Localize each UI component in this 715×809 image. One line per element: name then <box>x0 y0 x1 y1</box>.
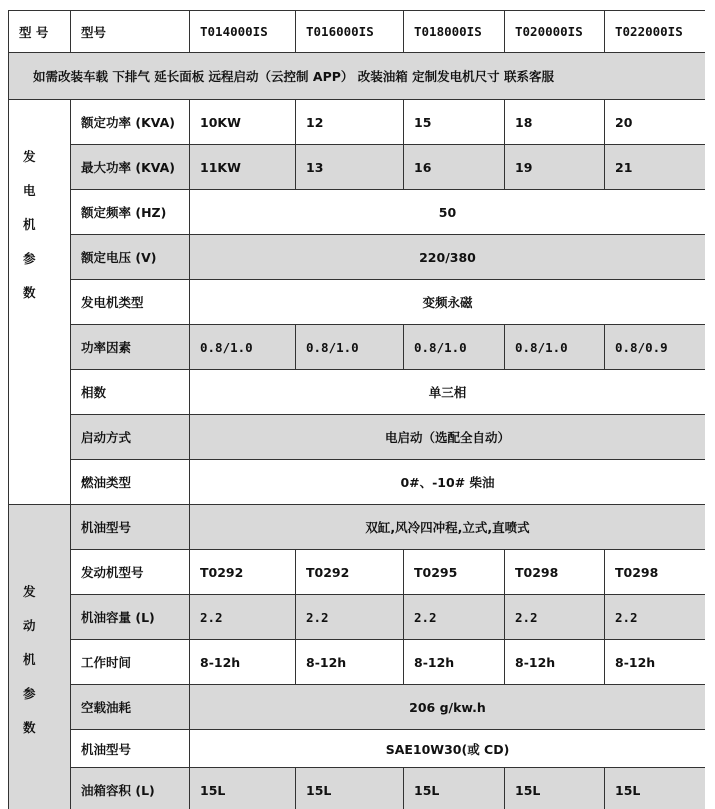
work-time-value: 8-12h <box>296 640 404 685</box>
rated-voltage-label: 额定电压 (V) <box>71 235 190 280</box>
customization-note: 如需改装车载 下排气 延长面板 远程启动（云控制 APP） 改装油箱 定制发电机尺寸 联系客服 <box>9 53 706 100</box>
phase-label: 相数 <box>71 370 190 415</box>
rated-power-value: 10KW <box>190 100 296 145</box>
fuel-type-value: 0#、-10# 柴油 <box>190 460 706 505</box>
model-t014000is: T014000IS <box>190 11 296 53</box>
work-time-value: 8-12h <box>404 640 505 685</box>
model-t022000is: T022000IS <box>605 11 706 53</box>
tank-capacity-value: 15L <box>505 768 605 809</box>
generator-section-label <box>9 100 71 505</box>
tank-capacity-value: 15L <box>605 768 706 809</box>
section-char: 发 <box>23 149 36 164</box>
engine-model-value: T0298 <box>505 550 605 595</box>
row-oil-model <box>9 730 706 768</box>
power-factor-value: 0.8/1.0 <box>404 325 505 370</box>
engine-model-value: T0292 <box>190 550 296 595</box>
spec-sheet <box>8 10 705 809</box>
row-start-mode <box>9 415 706 460</box>
header-label-model-2: 型号 <box>71 11 190 53</box>
start-mode-value: 电启动（选配全自动） <box>190 415 706 460</box>
engine-model-value: T0298 <box>605 550 706 595</box>
section-char: 机 <box>23 217 36 232</box>
row-fuel-type <box>9 460 706 505</box>
engine-model-value: T0292 <box>296 550 404 595</box>
rated-frequency-value: 50 <box>190 190 706 235</box>
oil-capacity-value: 2.2 <box>296 595 404 640</box>
rated-voltage-value: 220/380 <box>190 235 706 280</box>
header-row <box>9 11 706 53</box>
section-char: 数 <box>23 720 36 735</box>
tank-capacity-value: 15L <box>190 768 296 809</box>
section-char: 机 <box>23 652 36 667</box>
max-power-value: 16 <box>404 145 505 190</box>
power-factor-value: 0.8/1.0 <box>190 325 296 370</box>
work-time-label: 工作时间 <box>71 640 190 685</box>
section-char: 动 <box>23 618 36 633</box>
row-phase <box>9 370 706 415</box>
oil-capacity-value: 2.2 <box>505 595 605 640</box>
power-factor-value: 0.8/1.0 <box>505 325 605 370</box>
oil-capacity-value: 2.2 <box>605 595 706 640</box>
rated-power-label: 额定功率 (KVA) <box>71 100 190 145</box>
row-tank-capacity <box>9 768 706 809</box>
max-power-value: 13 <box>296 145 404 190</box>
fuel-type-label: 燃油类型 <box>71 460 190 505</box>
section-char: 参 <box>23 251 36 266</box>
tank-capacity-label: 油箱容积 (L) <box>71 768 190 809</box>
generator-section-text <box>23 140 39 310</box>
row-power-factor <box>9 325 706 370</box>
oil-capacity-value: 2.2 <box>404 595 505 640</box>
rated-power-value: 18 <box>505 100 605 145</box>
power-factor-label: 功率因素 <box>71 325 190 370</box>
oil-capacity-value: 2.2 <box>190 595 296 640</box>
power-factor-value: 0.8/1.0 <box>296 325 404 370</box>
generator-type-label: 发电机类型 <box>71 280 190 325</box>
row-work-time <box>9 640 706 685</box>
tank-capacity-value: 15L <box>404 768 505 809</box>
start-mode-label: 启动方式 <box>71 415 190 460</box>
engine-model-label: 发动机型号 <box>71 550 190 595</box>
idle-consumption-value: 206 g/kw.h <box>190 685 706 730</box>
section-char: 电 <box>23 183 36 198</box>
engine-type-value: 双缸,风冷四冲程,立式,直喷式 <box>190 505 706 550</box>
engine-section-label <box>9 505 71 809</box>
model-t018000is: T018000IS <box>404 11 505 53</box>
row-engine-type <box>9 505 706 550</box>
work-time-value: 8-12h <box>605 640 706 685</box>
model-t020000is: T020000IS <box>505 11 605 53</box>
rated-power-value: 15 <box>404 100 505 145</box>
row-engine-model <box>9 550 706 595</box>
row-generator-type <box>9 280 706 325</box>
phase-value: 单三相 <box>190 370 706 415</box>
row-rated-power <box>9 100 706 145</box>
section-char: 发 <box>23 584 36 599</box>
engine-type-label: 机油型号 <box>71 505 190 550</box>
power-factor-value: 0.8/0.9 <box>605 325 706 370</box>
max-power-value: 21 <box>605 145 706 190</box>
row-max-power <box>9 145 706 190</box>
engine-section-text <box>23 575 39 745</box>
work-time-value: 8-12h <box>190 640 296 685</box>
rated-power-value: 20 <box>605 100 706 145</box>
engine-model-value: T0295 <box>404 550 505 595</box>
oil-model-value: SAE10W30(或 CD) <box>190 730 706 768</box>
oil-capacity-label: 机油容量 (L) <box>71 595 190 640</box>
generator-type-value: 变频永磁 <box>190 280 706 325</box>
row-rated-voltage <box>9 235 706 280</box>
section-char: 数 <box>23 285 36 300</box>
tank-capacity-value: 15L <box>296 768 404 809</box>
header-label-model: 型 号 <box>9 11 71 53</box>
spec-table <box>8 10 705 809</box>
rated-frequency-label: 额定频率 (HZ) <box>71 190 190 235</box>
section-char: 参 <box>23 686 36 701</box>
idle-consumption-label: 空载油耗 <box>71 685 190 730</box>
row-idle-consumption <box>9 685 706 730</box>
rated-power-value: 12 <box>296 100 404 145</box>
row-rated-frequency <box>9 190 706 235</box>
oil-model-label: 机油型号 <box>71 730 190 768</box>
work-time-value: 8-12h <box>505 640 605 685</box>
model-t016000is: T016000IS <box>296 11 404 53</box>
note-row <box>9 53 706 100</box>
row-oil-capacity <box>9 595 706 640</box>
max-power-value: 11KW <box>190 145 296 190</box>
max-power-value: 19 <box>505 145 605 190</box>
max-power-label: 最大功率 (KVA) <box>71 145 190 190</box>
